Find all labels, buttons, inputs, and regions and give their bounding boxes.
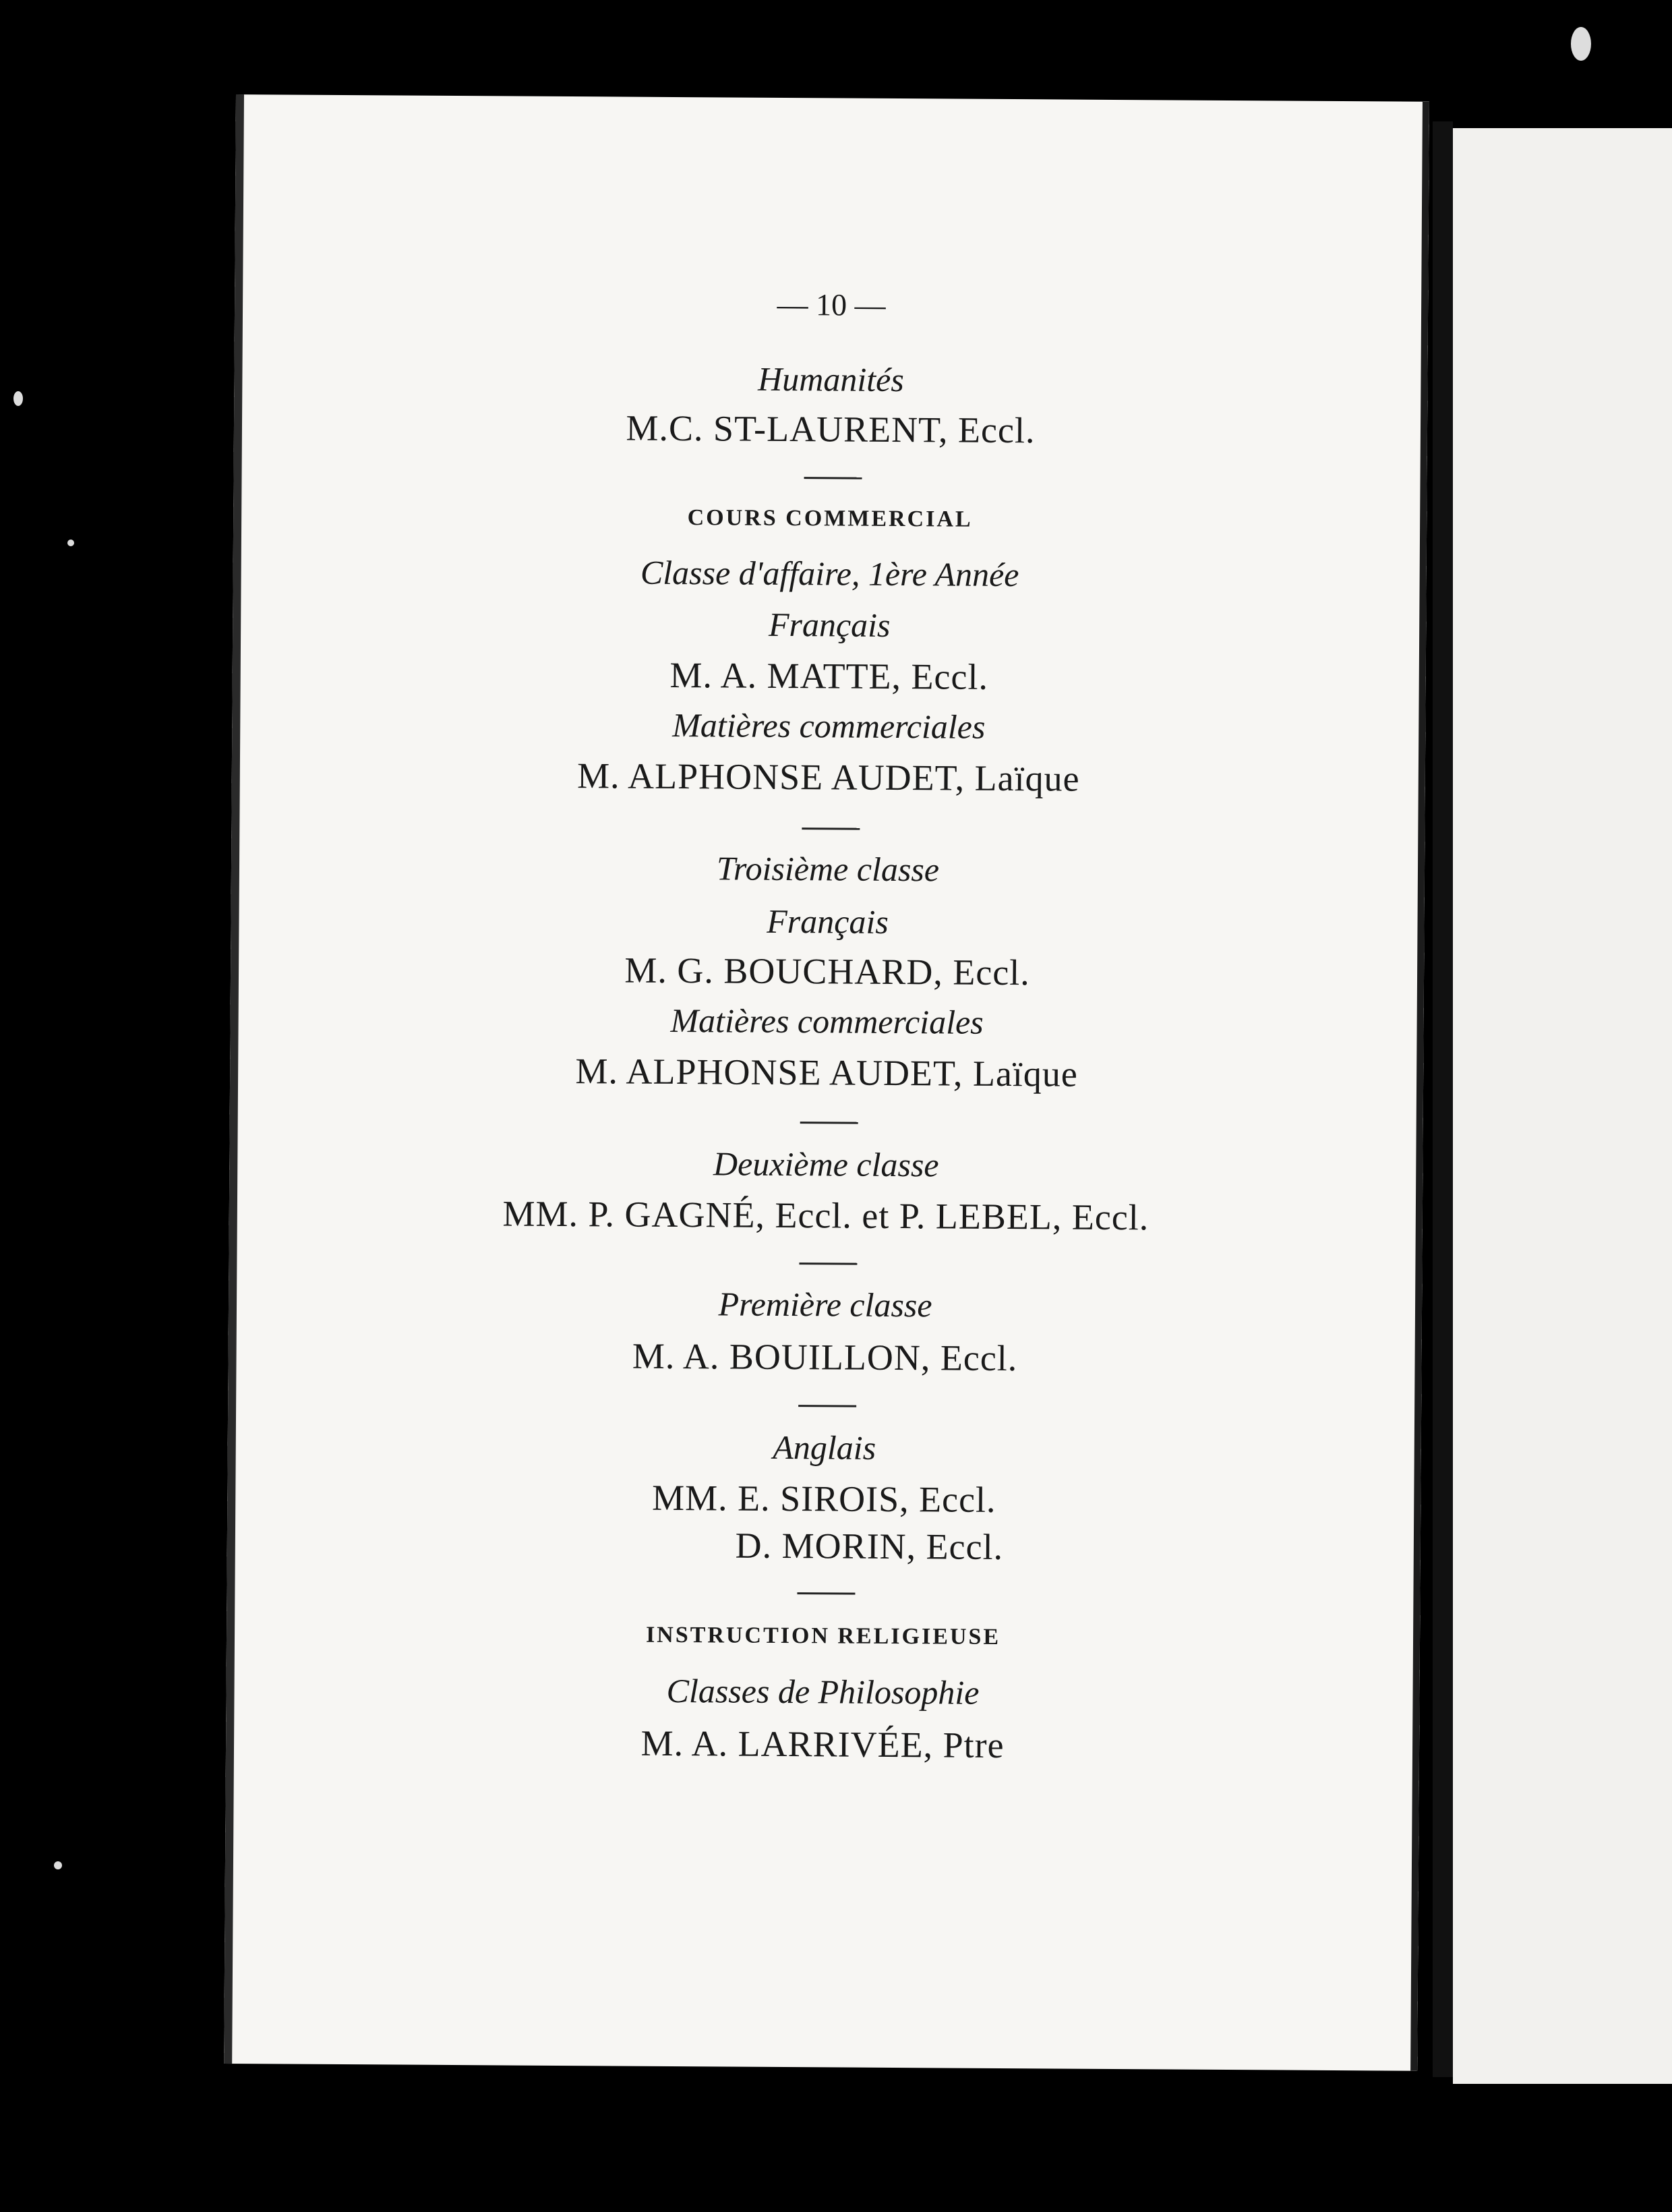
subject-heading: Français — [767, 902, 889, 941]
separator-rule — [804, 477, 862, 479]
staff-name: M. ALPHONSE AUDET, Laïque — [575, 1051, 1079, 1095]
scan-speck — [13, 391, 23, 406]
page-number: — 10 — — [777, 287, 886, 322]
staff-name: MM. P. GAGNÉ, Eccl. et P. LEBEL, Eccl. — [502, 1193, 1150, 1238]
staff-name: D. MORIN, Eccl. — [735, 1525, 1004, 1567]
subject-heading: Matières commerciales — [670, 1001, 984, 1041]
section-heading: Troisième classe — [716, 849, 940, 889]
scan-speck — [67, 540, 74, 546]
staff-name: M. A. LARRIVÉE, Ptre — [640, 1722, 1005, 1766]
page-content — [224, 94, 1429, 2071]
facing-page — [1453, 128, 1672, 2084]
separator-rule — [800, 1122, 858, 1124]
document-page — [224, 94, 1429, 2071]
scan-speck — [54, 1861, 62, 1869]
staff-name: M. A. MATTE, Eccl. — [669, 654, 989, 697]
subject-heading: Français — [768, 605, 891, 644]
section-heading: Humanités — [757, 359, 904, 399]
page-gutter — [1433, 121, 1453, 2077]
section-heading: Deuxième classe — [713, 1144, 939, 1184]
section-heading: Anglais — [773, 1428, 876, 1467]
staff-name: MM. E. SIROIS, Eccl. — [651, 1477, 996, 1520]
section-heading-caps: INSTRUCTION RELIGIEUSE — [645, 1622, 1001, 1650]
staff-name: M. A. BOUILLON, Eccl. — [632, 1335, 1018, 1379]
section-heading: Première classe — [718, 1285, 932, 1325]
separator-rule — [799, 1262, 857, 1265]
scan-speck — [1571, 27, 1591, 61]
subject-heading: Matières commerciales — [672, 705, 986, 746]
section-heading: Classes de Philosophie — [666, 1671, 980, 1712]
separator-rule — [797, 1592, 855, 1595]
separator-rule — [802, 827, 860, 830]
staff-name: M. G. BOUCHARD, Eccl. — [624, 950, 1030, 993]
section-heading: Classe d'affaire, 1ère Année — [640, 553, 1019, 594]
staff-name: M.C. ST-LAURENT, Eccl. — [626, 407, 1036, 451]
staff-name: M. ALPHONSE AUDET, Laïque — [576, 755, 1080, 799]
separator-rule — [798, 1405, 856, 1407]
section-heading-caps: COURS COMMERCIAL — [687, 505, 973, 532]
